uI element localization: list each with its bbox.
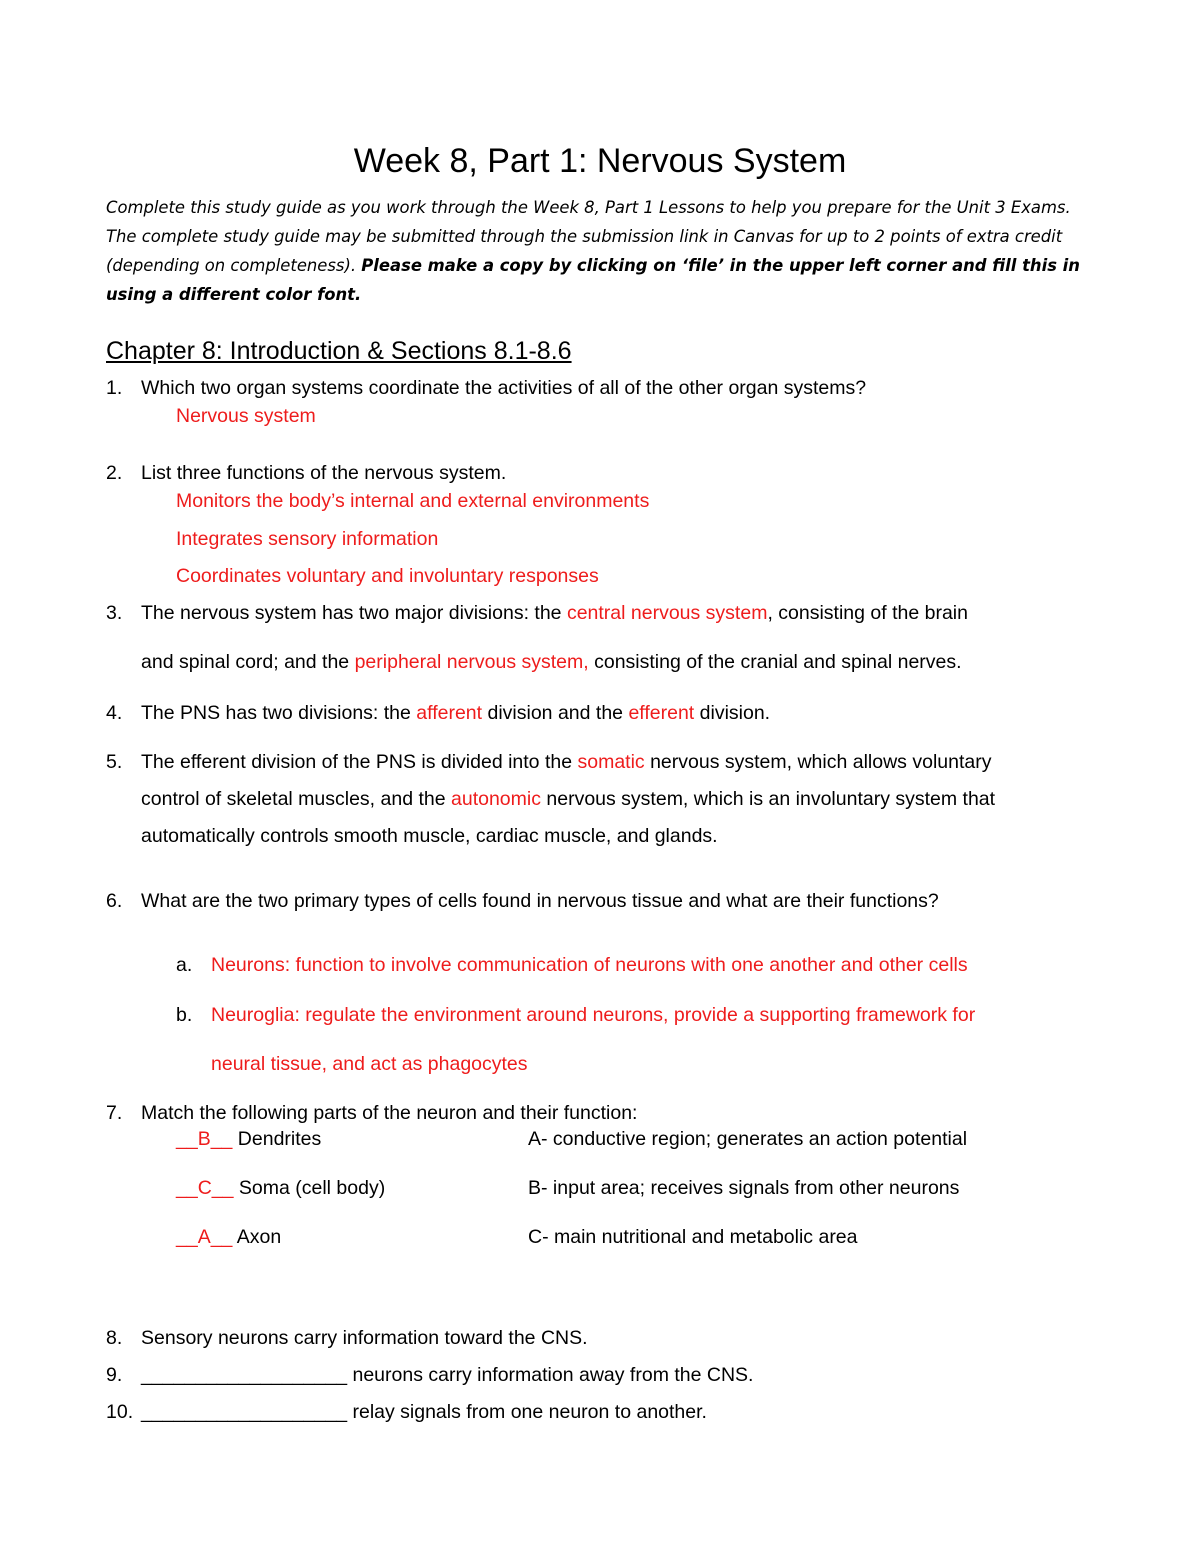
- q4-text-1: The PNS has two divisions: the: [141, 702, 417, 724]
- q2-text: List three functions of the nervous system.: [141, 462, 507, 484]
- q6-text: What are the two primary types of cells found in nervous tissue and what are their functions?: [141, 890, 939, 912]
- q10-blank: ___________________: [141, 1401, 348, 1423]
- q1-text: Which two organ systems coordinate the activities of all of the other organ systems?: [141, 377, 867, 399]
- q4-line: [141, 701, 770, 725]
- q3-answer-2: peripheral nervous system,: [354, 651, 589, 673]
- q2-answer-3: Coordinates voluntary and involuntary responses: [176, 565, 599, 587]
- q7-row-2-label: Soma (cell body): [233, 1177, 386, 1199]
- q7-number: 7.: [106, 1102, 123, 1124]
- q2-answer-1: Monitors the body’s internal and external environments: [176, 490, 650, 512]
- q8-number: 8.: [106, 1327, 123, 1349]
- q3-text-3: and spinal cord; and the: [141, 651, 355, 673]
- q10-number: 10.: [106, 1401, 134, 1423]
- q7-row-1-label: Dendrites: [232, 1128, 322, 1150]
- intro-paragraph: [106, 193, 1096, 309]
- q2-number: 2.: [106, 462, 123, 484]
- q10-line: [141, 1400, 707, 1424]
- q5-line-1: [141, 750, 991, 774]
- q7-row-1-function: A- conductive region; generates an action potential: [528, 1128, 968, 1150]
- q7-row-1-part: [176, 1127, 321, 1151]
- q7-row-2-function: B- input area; receives signals from other neurons: [528, 1177, 960, 1199]
- q7-row-1-answer: __B__: [176, 1128, 233, 1150]
- q6-number: 6.: [106, 890, 123, 912]
- q7-row-3-label: Axon: [232, 1226, 282, 1248]
- q6-a-label: a.: [176, 954, 193, 976]
- q5-line-2: [141, 787, 995, 811]
- q7-row-2-part: [176, 1176, 385, 1200]
- q9-blank: ___________________: [141, 1364, 348, 1386]
- q5-answer-1: somatic: [577, 751, 645, 773]
- chapter-heading: Chapter 8: Introduction & Sections 8.1-8.6: [106, 337, 572, 365]
- q7-row-3-part: [176, 1225, 281, 1249]
- q1-number: 1.: [106, 377, 123, 399]
- intro-copy-instructions: Please make a copy by clicking on ‘file’ in the upper left corner and fill this in using a different color font.: [106, 256, 1080, 304]
- q9-text: neurons carry information away from the CNS.: [347, 1364, 754, 1386]
- q7-row-2-answer: __C__: [176, 1177, 234, 1199]
- q3-text-4: consisting of the cranial and spinal nerves.: [588, 651, 962, 673]
- q3-text-1: The nervous system has two major divisions: the: [141, 602, 567, 624]
- q5-number: 5.: [106, 751, 123, 773]
- q3-line-1: [141, 601, 968, 625]
- q7-row-3-function: C- main nutritional and metabolic area: [528, 1226, 858, 1248]
- q3-answer-1: central nervous system: [566, 602, 768, 624]
- q3-text-2: , consisting of the brain: [767, 602, 968, 624]
- q7-row-3-answer: __A__: [176, 1226, 233, 1248]
- q1-answer: Nervous system: [176, 405, 316, 427]
- q4-number: 4.: [106, 702, 123, 724]
- q5-answer-2: autonomic: [451, 788, 541, 810]
- q10-text: relay signals from one neuron to another.: [347, 1401, 707, 1423]
- q6-a-answer: Neurons: function to involve communication of neurons with one another and other cells: [211, 954, 968, 976]
- q3-number: 3.: [106, 602, 123, 624]
- q2-answer-2: Integrates sensory information: [176, 528, 439, 550]
- q4-answer-1: afferent: [416, 702, 483, 724]
- q5-line-3: automatically controls smooth muscle, cardiac muscle, and glands.: [141, 825, 718, 847]
- q4-text-3: division.: [694, 702, 771, 724]
- q6-b-label: b.: [176, 1004, 193, 1026]
- q6-b-answer-line-2: neural tissue, and act as phagocytes: [211, 1053, 528, 1075]
- q4-text-2: division and the: [482, 702, 629, 724]
- q5-text-1: The efferent division of the PNS is divided into the: [141, 751, 578, 773]
- q5-text-3: control of skeletal muscles, and the: [141, 788, 451, 810]
- intro-instructions: Complete this study guide as you work through the Week 8, Part 1 Lessons to help you prepare for the Unit 3 Exams. The complete study guide may be submitted through the submission link in Canvas for up to 2 points of extra credit (depending on completeness).: [106, 198, 1071, 275]
- q5-text-2: nervous system, which allows voluntary: [644, 751, 992, 773]
- q9-line: [141, 1363, 753, 1387]
- q3-line-2: [141, 650, 962, 674]
- page-title: Week 8, Part 1: Nervous System: [353, 142, 847, 180]
- q4-answer-2: efferent: [628, 702, 695, 724]
- q6-b-answer-line-1: Neuroglia: regulate the environment around neurons, provide a supporting framework for: [211, 1004, 976, 1026]
- q7-text: Match the following parts of the neuron and their function:: [141, 1102, 638, 1124]
- q8-text: Sensory neurons carry information toward the CNS.: [141, 1327, 588, 1349]
- q5-text-4: nervous system, which is an involuntary system that: [540, 788, 996, 810]
- q9-number: 9.: [106, 1364, 123, 1386]
